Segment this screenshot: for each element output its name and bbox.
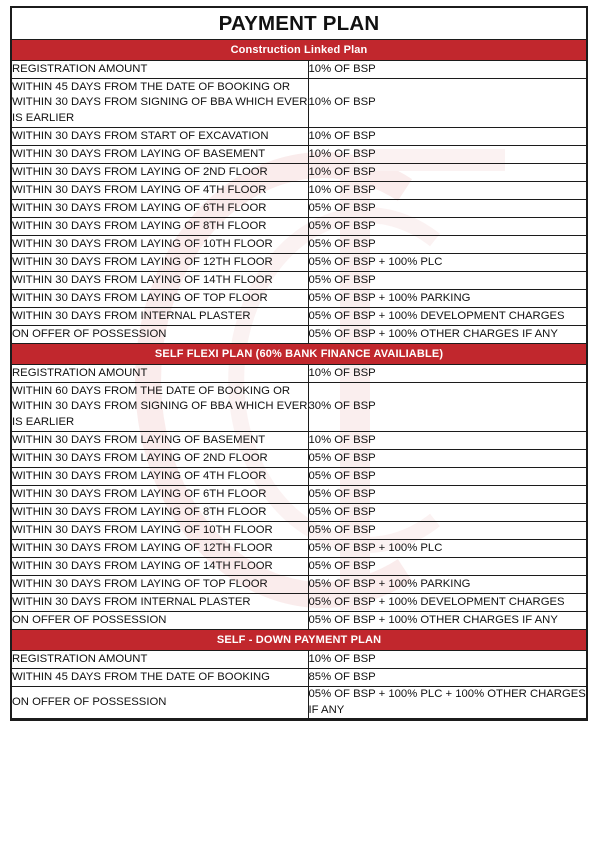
amount-cell: 30% OF BSP — [308, 383, 586, 432]
amount-cell: 10% OF BSP — [308, 146, 586, 164]
table-row — [12, 687, 586, 719]
amount-cell: 10% OF BSP — [308, 365, 586, 383]
milestone-cell: WITHIN 30 DAYS FROM LAYING OF TOP FLOOR — [12, 290, 308, 308]
table-row — [12, 450, 586, 468]
section-header-row — [12, 630, 586, 651]
amount-cell: 05% OF BSP — [308, 558, 586, 576]
table-row — [12, 200, 586, 218]
amount-cell: 10% OF BSP — [308, 79, 586, 128]
amount-cell: 10% OF BSP — [308, 164, 586, 182]
amount-cell: 10% OF BSP — [308, 128, 586, 146]
amount-cell: 05% OF BSP — [308, 522, 586, 540]
milestone-cell: ON OFFER OF POSSESSION — [12, 612, 308, 630]
section-header-row — [12, 40, 586, 61]
amount-cell: 05% OF BSP — [308, 468, 586, 486]
table-row — [12, 326, 586, 344]
table-row — [12, 365, 586, 383]
milestone-cell: WITHIN 30 DAYS FROM LAYING OF 12TH FLOOR — [12, 540, 308, 558]
amount-cell: 05% OF BSP + 100% PLC + 100% OTHER CHARGES IF ANY — [308, 687, 586, 719]
amount-cell: 05% OF BSP — [308, 486, 586, 504]
title-row — [12, 8, 586, 40]
payment-plan-table — [12, 8, 586, 719]
table-row — [12, 236, 586, 254]
milestone-cell: REGISTRATION AMOUNT — [12, 61, 308, 79]
table-row — [12, 272, 586, 290]
payment-plan-document — [10, 6, 588, 721]
table-row — [12, 612, 586, 630]
amount-cell: 10% OF BSP — [308, 432, 586, 450]
table-row — [12, 290, 586, 308]
milestone-cell: ON OFFER OF POSSESSION — [12, 326, 308, 344]
table-row — [12, 486, 586, 504]
amount-cell: 10% OF BSP — [308, 651, 586, 669]
milestone-cell: WITHIN 60 DAYS FROM THE DATE OF BOOKING OR WITHIN 30 DAYS FROM SIGNING OF BBA WHICH EVER IS EARLIER — [12, 383, 308, 432]
amount-cell: 85% OF BSP — [308, 669, 586, 687]
milestone-cell: WITHIN 30 DAYS FROM LAYING OF 6TH FLOOR — [12, 486, 308, 504]
milestone-cell: WITHIN 30 DAYS FROM INTERNAL PLASTER — [12, 594, 308, 612]
amount-cell: 05% OF BSP — [308, 504, 586, 522]
table-row — [12, 79, 586, 128]
milestone-cell: WITHIN 30 DAYS FROM LAYING OF BASEMENT — [12, 146, 308, 164]
table-row — [12, 128, 586, 146]
amount-cell: 10% OF BSP — [308, 61, 586, 79]
amount-cell: 05% OF BSP — [308, 218, 586, 236]
amount-cell: 05% OF BSP — [308, 236, 586, 254]
table-body — [12, 8, 586, 719]
section-header: Construction Linked Plan — [12, 40, 586, 61]
milestone-cell: ON OFFER OF POSSESSION — [12, 687, 308, 719]
milestone-cell: WITHIN 45 DAYS FROM THE DATE OF BOOKING — [12, 669, 308, 687]
section-header: SELF - DOWN PAYMENT PLAN — [12, 630, 586, 651]
milestone-cell: WITHIN 30 DAYS FROM LAYING OF 8TH FLOOR — [12, 504, 308, 522]
milestone-cell: WITHIN 30 DAYS FROM LAYING OF 8TH FLOOR — [12, 218, 308, 236]
table-row — [12, 504, 586, 522]
table-row — [12, 164, 586, 182]
table-row — [12, 182, 586, 200]
amount-cell: 05% OF BSP + 100% OTHER CHARGES IF ANY — [308, 326, 586, 344]
amount-cell: 05% OF BSP + 100% PARKING — [308, 290, 586, 308]
table-row — [12, 468, 586, 486]
amount-cell: 05% OF BSP — [308, 200, 586, 218]
milestone-cell: WITHIN 30 DAYS FROM LAYING OF 14TH FLOOR — [12, 558, 308, 576]
table-row — [12, 432, 586, 450]
milestone-cell: WITHIN 30 DAYS FROM LAYING OF 10TH FLOOR — [12, 236, 308, 254]
milestone-cell: WITHIN 30 DAYS FROM LAYING OF 14TH FLOOR — [12, 272, 308, 290]
amount-cell: 05% OF BSP + 100% PLC — [308, 254, 586, 272]
milestone-cell: WITHIN 30 DAYS FROM LAYING OF 4TH FLOOR — [12, 468, 308, 486]
milestone-cell: WITHIN 45 DAYS FROM THE DATE OF BOOKING OR WITHIN 30 DAYS FROM SIGNING OF BBA WHICH EVER IS EARLIER — [12, 79, 308, 128]
milestone-cell: WITHIN 30 DAYS FROM LAYING OF 10TH FLOOR — [12, 522, 308, 540]
table-row — [12, 576, 586, 594]
milestone-cell: WITHIN 30 DAYS FROM LAYING OF 4TH FLOOR — [12, 182, 308, 200]
table-row — [12, 669, 586, 687]
amount-cell: 05% OF BSP + 100% OTHER CHARGES IF ANY — [308, 612, 586, 630]
amount-cell: 05% OF BSP — [308, 450, 586, 468]
amount-cell: 05% OF BSP + 100% DEVELOPMENT CHARGES — [308, 308, 586, 326]
table-row — [12, 594, 586, 612]
milestone-cell: WITHIN 30 DAYS FROM LAYING OF TOP FLOOR — [12, 576, 308, 594]
page-title: PAYMENT PLAN — [12, 8, 586, 40]
amount-cell: 05% OF BSP + 100% PLC — [308, 540, 586, 558]
table-row — [12, 651, 586, 669]
milestone-cell: WITHIN 30 DAYS FROM INTERNAL PLASTER — [12, 308, 308, 326]
milestone-cell: WITHIN 30 DAYS FROM START OF EXCAVATION — [12, 128, 308, 146]
table-row — [12, 218, 586, 236]
table-row — [12, 308, 586, 326]
table-row — [12, 61, 586, 79]
milestone-cell: WITHIN 30 DAYS FROM LAYING OF 12TH FLOOR — [12, 254, 308, 272]
amount-cell: 05% OF BSP + 100% PARKING — [308, 576, 586, 594]
milestone-cell: REGISTRATION AMOUNT — [12, 651, 308, 669]
table-row — [12, 540, 586, 558]
table-row — [12, 383, 586, 432]
milestone-cell: REGISTRATION AMOUNT — [12, 365, 308, 383]
milestone-cell: WITHIN 30 DAYS FROM LAYING OF 2ND FLOOR — [12, 164, 308, 182]
table-row — [12, 558, 586, 576]
milestone-cell: WITHIN 30 DAYS FROM LAYING OF BASEMENT — [12, 432, 308, 450]
section-header-row — [12, 344, 586, 365]
table-row — [12, 522, 586, 540]
table-row — [12, 146, 586, 164]
amount-cell: 05% OF BSP + 100% DEVELOPMENT CHARGES — [308, 594, 586, 612]
section-header: SELF FLEXI PLAN (60% BANK FINANCE AVAILIABLE) — [12, 344, 586, 365]
milestone-cell: WITHIN 30 DAYS FROM LAYING OF 6TH FLOOR — [12, 200, 308, 218]
milestone-cell: WITHIN 30 DAYS FROM LAYING OF 2ND FLOOR — [12, 450, 308, 468]
amount-cell: 10% OF BSP — [308, 182, 586, 200]
table-row — [12, 254, 586, 272]
amount-cell: 05% OF BSP — [308, 272, 586, 290]
